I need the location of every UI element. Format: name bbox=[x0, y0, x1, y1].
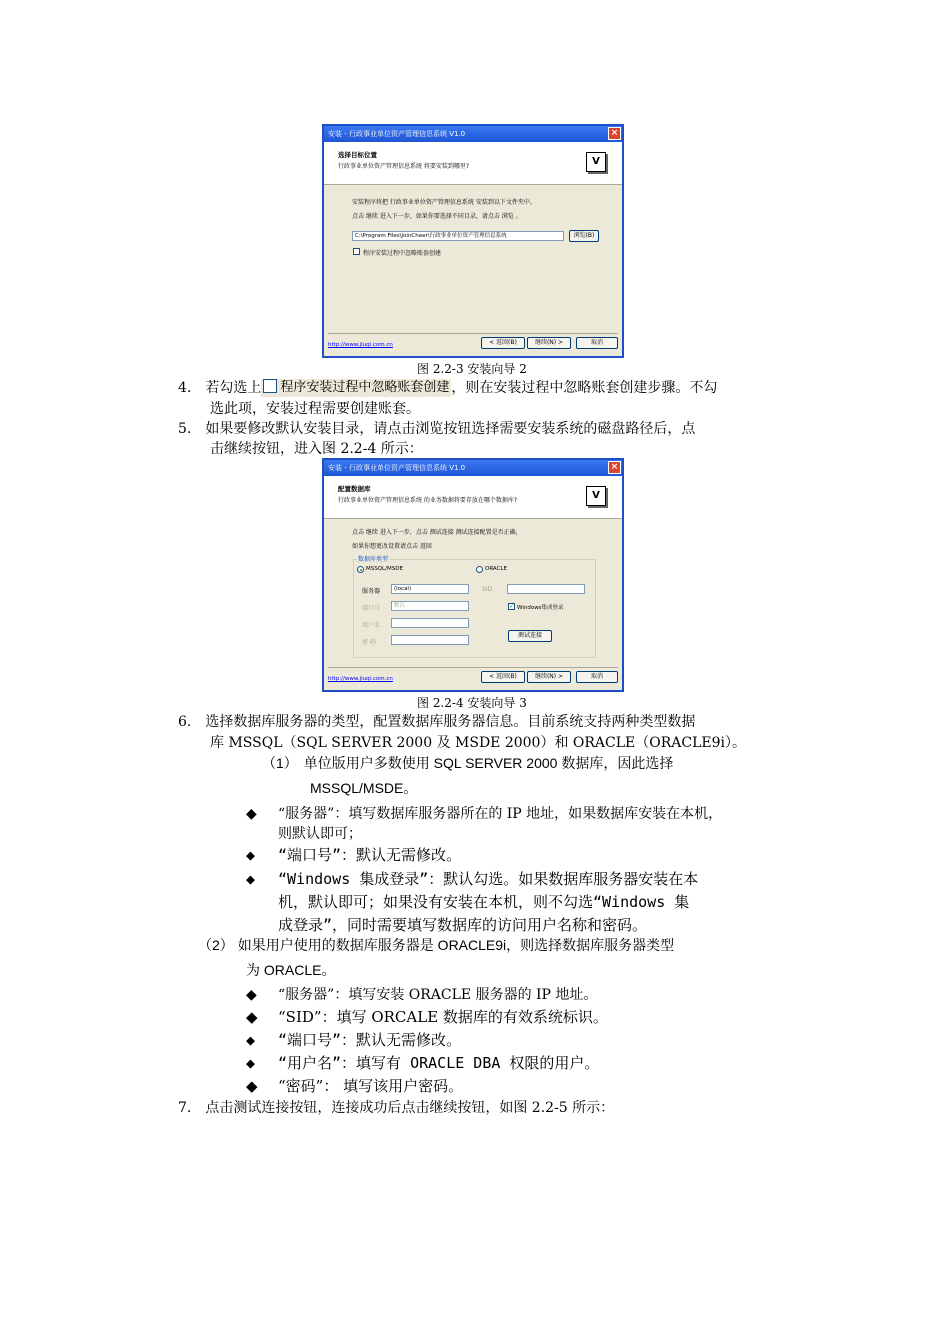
sub-2-bullet-5 bbox=[246, 1076, 463, 1096]
item-5-line-2: 击继续按钮，进入图 2.2-4 所示： bbox=[210, 441, 423, 457]
item-5-text: 如果要修改默认安装目录，请点击浏览按钮选择需要安装系统的磁盘路径后，点 bbox=[205, 421, 696, 437]
item-6-line-1 bbox=[178, 712, 695, 732]
back-button[interactable]: < 返回(B) bbox=[481, 337, 525, 349]
sub-1-text: 单位版用户多数使用 SQL SERVER 2000 数据库，因此选择 bbox=[303, 755, 674, 771]
item-7-number: 7. bbox=[178, 1100, 192, 1116]
diamond-bullet-icon: ◆ bbox=[246, 870, 256, 888]
item-5-number: 5. bbox=[178, 421, 192, 437]
bullet-text: “端口号”：默认无需修改。 bbox=[278, 1031, 462, 1049]
window-title-bar bbox=[324, 126, 622, 142]
sub-2-number: （2） bbox=[198, 937, 234, 953]
sub-1-bullet-3 bbox=[246, 869, 698, 889]
sub-2-bullet-4 bbox=[246, 1053, 599, 1073]
close-icon[interactable]: × bbox=[608, 127, 621, 140]
sub-1-bullet-1 bbox=[246, 804, 722, 824]
item-4-line-1 bbox=[178, 378, 717, 398]
item-5-line-1 bbox=[178, 419, 695, 439]
header-title: 配置数据库 bbox=[338, 485, 371, 493]
cancel-button[interactable]: 取消 bbox=[576, 671, 618, 683]
bullet-text: “服务器”：填写数据库服务器所在的 IP 地址，如果数据库安装在本机， bbox=[278, 806, 723, 822]
item-4-line-2: 选此项，安装过程需要创建账套。 bbox=[210, 401, 420, 417]
oracle-label: ORACLE bbox=[485, 566, 507, 572]
wizard-header bbox=[324, 476, 622, 519]
inline-checkbox-label: 程序安装过程中忽略账套创建 bbox=[280, 380, 450, 395]
sid-label: SID bbox=[482, 586, 493, 593]
oracle-radio[interactable] bbox=[476, 566, 483, 573]
db-type-group-label: 数据库类型 bbox=[358, 556, 389, 563]
port-label: 端口号 bbox=[362, 605, 381, 612]
sub-1-number: （1） bbox=[262, 755, 298, 771]
server-label: 服务器 bbox=[362, 588, 381, 595]
next-button[interactable]: 继续(N) > bbox=[527, 337, 571, 349]
sub-1-bullet-3-cont-1: 机，默认即可；如果没有安装在本机，则不勾选“Windows 集 bbox=[278, 893, 690, 911]
diamond-bullet-icon: ◆ bbox=[246, 1008, 258, 1026]
sub-2-bullet-3 bbox=[246, 1030, 461, 1050]
info-line-1: 安装程序将把 行政事业单位资产管理信息系统 安装到以下文件夹中。 bbox=[352, 199, 536, 206]
close-icon[interactable]: × bbox=[608, 461, 621, 474]
diamond-bullet-icon: ◆ bbox=[246, 1054, 256, 1072]
install-wizard-db-window bbox=[322, 458, 624, 692]
item-4-number: 4. bbox=[178, 380, 192, 396]
sub-1-line-1 bbox=[262, 753, 673, 773]
divider bbox=[328, 333, 618, 334]
windows-login-checkbox[interactable]: ✓ bbox=[509, 603, 515, 610]
sub-1-line-2: MSSQL/MSDE。 bbox=[310, 780, 418, 796]
user-input[interactable] bbox=[391, 618, 469, 628]
info-line-2: 如果你想更改设置请点击 返回 bbox=[352, 543, 432, 550]
user-label: 用户名 bbox=[362, 622, 381, 629]
browse-button[interactable]: 浏览(B) bbox=[569, 230, 599, 242]
test-connection-button[interactable]: 测试连接 bbox=[508, 630, 552, 642]
checkbox-icon bbox=[263, 379, 277, 393]
item-4-pre: 若勾选上 bbox=[205, 380, 262, 396]
bullet-text: “服务器”：填写安装 ORACLE 服务器的 IP 地址。 bbox=[278, 987, 598, 1003]
header-subtitle: 行政事业单位资产管理信息系统 的业务数据将要存放在哪个数据库? bbox=[338, 497, 518, 504]
diamond-bullet-icon: ◆ bbox=[246, 1031, 256, 1049]
item-6-line-2: 库 MSSQL（SQL SERVER 2000 及 MSDE 2000）和 ORACLE（ORACLE9i）。 bbox=[210, 735, 747, 751]
item-4-post: ，则在安装过程中忽略账套创建步骤。不勾 bbox=[451, 380, 718, 396]
website-link[interactable]: http://www.jiuqi.com.cn bbox=[328, 342, 393, 348]
bullet-text: “SID”：填写 ORCALE 数据库的有效系统标识。 bbox=[278, 1008, 608, 1026]
install-wizard-dest-window bbox=[322, 124, 624, 358]
divider bbox=[328, 667, 618, 668]
bullet-text: “用户名”：填写有 ORACLE DBA 权限的用户。 bbox=[278, 1054, 600, 1072]
port-input[interactable]: 默认 bbox=[391, 601, 469, 611]
sub-2-text: 如果用户使用的数据库服务器是 ORACLE9i，则选择数据库服务器类型 bbox=[237, 937, 675, 953]
wizard-body bbox=[324, 185, 622, 357]
info-line-1: 点击 继续 进入下一步，点击 测试连接 测试连接配置是否正确， bbox=[352, 529, 522, 536]
figure-caption-2: 图 2.2-4 安装向导 3 bbox=[417, 696, 527, 710]
inline-checkbox-image bbox=[261, 379, 451, 397]
window-title-bar bbox=[324, 460, 622, 476]
item-7-line-1 bbox=[178, 1098, 614, 1118]
info-line-2: 点击 继续 进入下一步，如果你要选择不同目录，请点击 浏览 。 bbox=[352, 213, 522, 220]
app-logo-icon: V bbox=[586, 486, 606, 506]
header-title: 选择目标位置 bbox=[338, 151, 377, 159]
app-logo-icon: V bbox=[586, 152, 606, 172]
diamond-bullet-icon: ◆ bbox=[246, 806, 257, 822]
mssql-label: MSSQL/MSDE bbox=[366, 566, 403, 572]
diamond-bullet-icon: ◆ bbox=[246, 1077, 258, 1095]
cancel-button[interactable]: 取消 bbox=[576, 337, 618, 349]
install-path-input[interactable]: C:\Program Files\JoinCheer\行政事业单位资产管理信息系统 bbox=[352, 231, 564, 241]
sub-2-line-1 bbox=[198, 935, 674, 955]
website-link[interactable]: http://www.jiuqi.com.cn bbox=[328, 676, 393, 682]
windows-login-label: Windows集成登录 bbox=[517, 605, 564, 611]
password-label: 密 码 bbox=[362, 639, 376, 646]
window-title: 安装 - 行政事业单位资产管理信息系统 V1.0 bbox=[328, 130, 466, 138]
bullet-text: “密码”： 填写该用户密码。 bbox=[278, 1077, 464, 1095]
sub-2-line-2: 为 ORACLE。 bbox=[246, 962, 336, 978]
back-button[interactable]: < 返回(B) bbox=[481, 671, 525, 683]
bullet-text: “Windows 集成登录”：默认勾选。如果数据库服务器安装在本 bbox=[278, 870, 699, 888]
wizard-header bbox=[324, 142, 622, 185]
item-6-number: 6. bbox=[178, 714, 192, 730]
skip-account-checkbox[interactable] bbox=[353, 248, 360, 255]
sub-1-bullet-3-cont-2: 成登录”，同时需要填写数据库的访问用户名称和密码。 bbox=[278, 916, 648, 934]
figure-caption-1: 图 2.2-3 安装向导 2 bbox=[417, 362, 527, 376]
sub-1-bullet-1-cont: 则默认即可； bbox=[278, 826, 362, 842]
sub-2-bullet-1 bbox=[246, 985, 597, 1005]
diamond-bullet-icon: ◆ bbox=[246, 987, 257, 1003]
skip-account-label: 程序安装过程中忽略账套创建 bbox=[363, 250, 442, 257]
bullet-text: “端口号”：默认无需修改。 bbox=[278, 846, 462, 864]
window-title: 安装 - 行政事业单位资产管理信息系统 V1.0 bbox=[328, 464, 466, 472]
sub-2-bullet-2 bbox=[246, 1007, 608, 1027]
next-button[interactable]: 继续(N) > bbox=[527, 671, 571, 683]
item-6-text: 选择数据库服务器的类型，配置数据库服务器信息。目前系统支持两种类型数据 bbox=[205, 714, 696, 730]
sid-input[interactable] bbox=[507, 584, 585, 594]
mssql-radio[interactable] bbox=[357, 566, 364, 573]
server-input[interactable]: (local) bbox=[391, 584, 469, 594]
wizard-body bbox=[324, 519, 622, 691]
item-7-text: 点击测试连接按钮，连接成功后点击继续按钮，如图 2.2-5 所示： bbox=[205, 1100, 615, 1116]
diamond-bullet-icon: ◆ bbox=[246, 846, 256, 864]
sub-1-bullet-2 bbox=[246, 845, 461, 865]
password-input[interactable] bbox=[391, 635, 469, 645]
header-subtitle: 行政事业单位资产管理信息系统 将要安装到哪里? bbox=[338, 163, 470, 170]
